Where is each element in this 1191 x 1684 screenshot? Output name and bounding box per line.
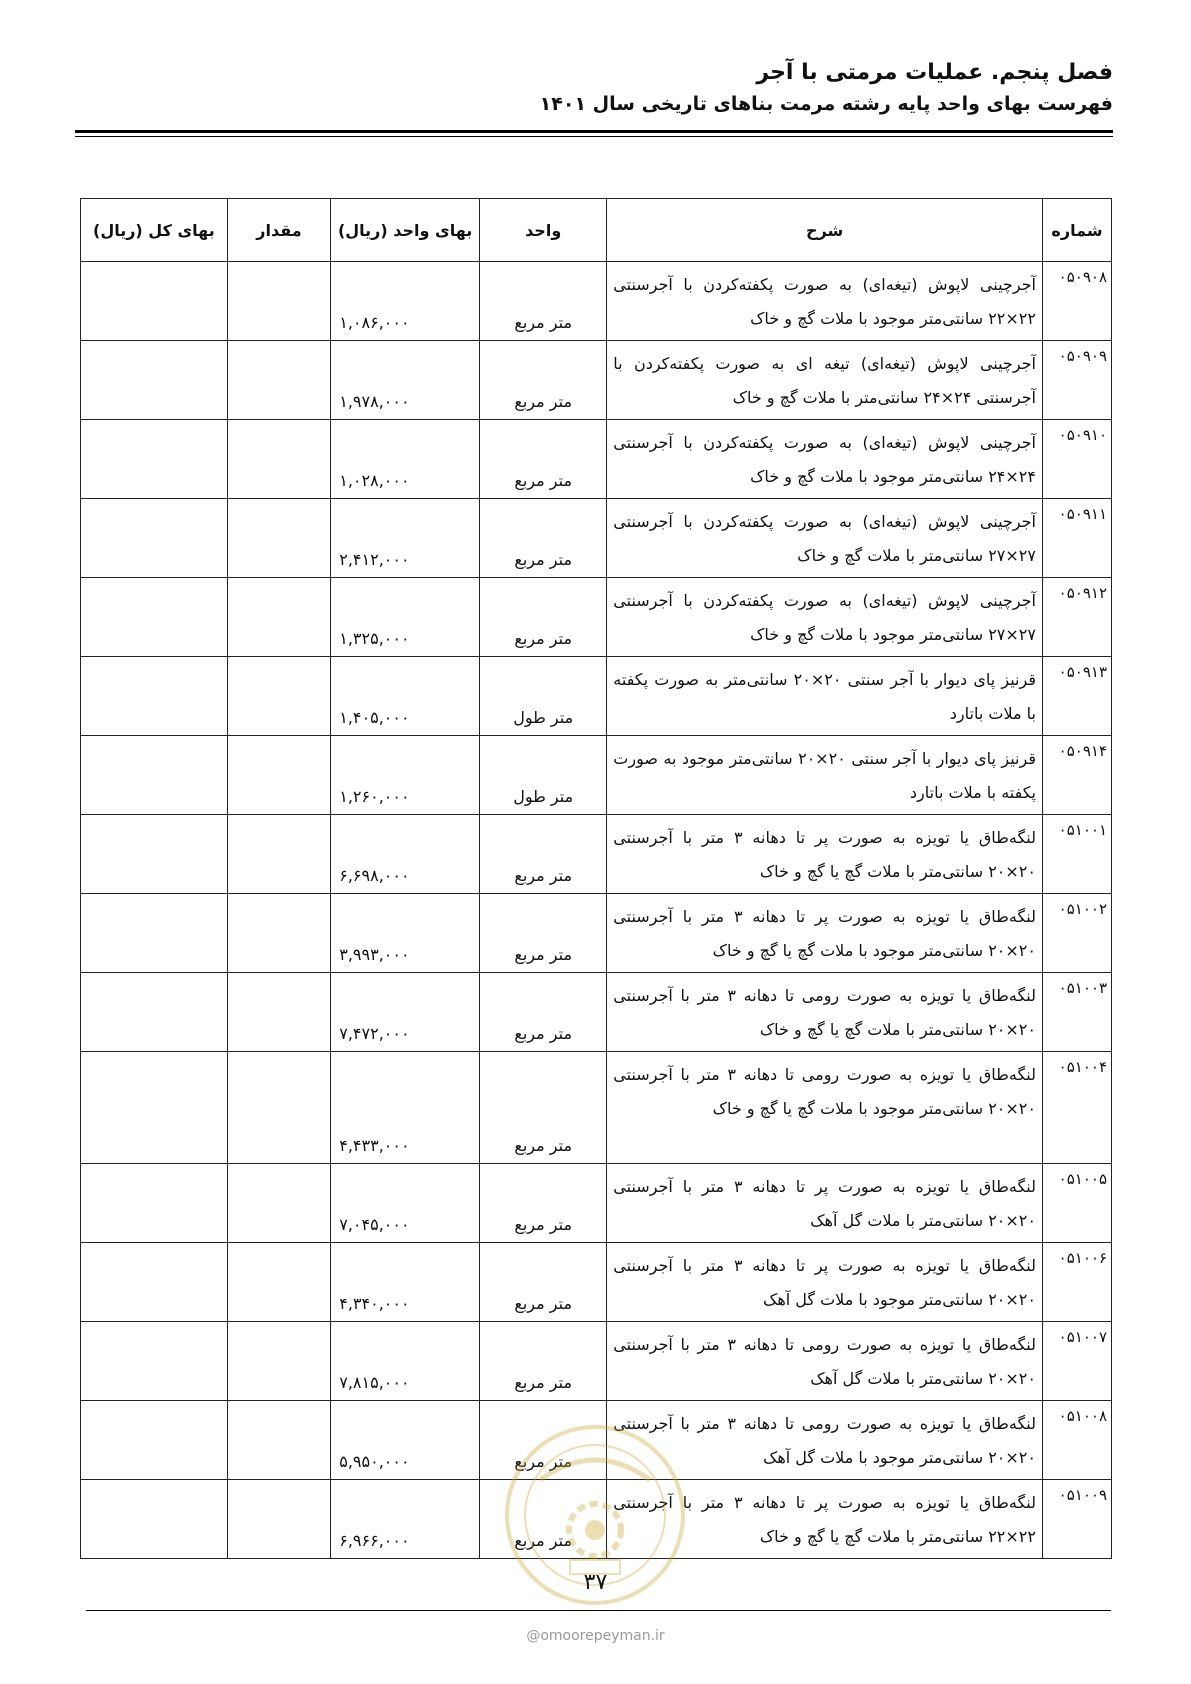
item-code: ۰۵۰۹۱۴ bbox=[1042, 736, 1111, 815]
item-description: لنگه‌طاق یا تویزه به صورت رومی تا دهانه ۳ متر با آجرسنتی ۲۰×۲۰ سانتی‌متر موجود با ملات گچ یا گچ و خاک bbox=[607, 1052, 1043, 1164]
table-row bbox=[81, 420, 1112, 499]
item-description: لنگه‌طاق یا تویزه به صورت رومی تا دهانه ۳ متر با آجرسنتی ۲۰×۲۰ سانتی‌متر با ملات گچ یا گچ و خاک bbox=[607, 973, 1043, 1052]
item-unit-price: ۴,۴۳۳,۰۰۰ bbox=[331, 1052, 480, 1164]
column-header-unit: واحد bbox=[480, 199, 607, 262]
table-row bbox=[81, 657, 1112, 736]
footer-rule bbox=[86, 1610, 1111, 1611]
item-quantity bbox=[227, 736, 331, 815]
table-row bbox=[81, 736, 1112, 815]
item-total bbox=[81, 1322, 228, 1401]
item-description: آجرچینی لاپوش (تیغه‌ای) به صورت پکفته‌کردن با آجرسنتی ۲۷×۲۷ سانتی‌متر موجود با ملات گچ و خاک bbox=[607, 578, 1043, 657]
table-row bbox=[81, 815, 1112, 894]
item-code: ۰۵۰۹۱۲ bbox=[1042, 578, 1111, 657]
item-total bbox=[81, 578, 228, 657]
header-rule-thick bbox=[75, 130, 1113, 133]
item-quantity bbox=[227, 1243, 331, 1322]
item-description: لنگه‌طاق یا تویزه به صورت پر تا دهانه ۳ متر با آجرسنتی ۲۲×۲۲ سانتی‌متر با ملات گچ یا گچ و خاک bbox=[607, 1480, 1043, 1559]
item-total bbox=[81, 894, 228, 973]
item-unit: متر مربع bbox=[480, 262, 607, 341]
item-total bbox=[81, 1401, 228, 1480]
item-unit-price: ۱,۲۶۰,۰۰۰ bbox=[331, 736, 480, 815]
column-header-quantity: مقدار bbox=[227, 199, 331, 262]
item-unit: متر مربع bbox=[480, 420, 607, 499]
item-unit-price: ۱,۰۸۶,۰۰۰ bbox=[331, 262, 480, 341]
item-code: ۰۵۱۰۰۸ bbox=[1042, 1401, 1111, 1480]
item-quantity bbox=[227, 973, 331, 1052]
table-row bbox=[81, 1052, 1112, 1164]
item-code: ۰۵۱۰۰۴ bbox=[1042, 1052, 1111, 1164]
item-unit-price: ۶,۶۹۸,۰۰۰ bbox=[331, 815, 480, 894]
table-row bbox=[81, 578, 1112, 657]
column-header-unit-price: بهای واحد (ریال) bbox=[331, 199, 480, 262]
chapter-title: فصل پنجم. عملیات مرمتی با آجر bbox=[756, 60, 1113, 85]
item-quantity bbox=[227, 1322, 331, 1401]
item-description: لنگه‌طاق یا تویزه به صورت رومی تا دهانه ۳ متر با آجرسنتی ۲۰×۲۰ سانتی‌متر موجود با ملات گل آهک bbox=[607, 1401, 1043, 1480]
table-body bbox=[81, 262, 1112, 1559]
item-code: ۰۵۱۰۰۳ bbox=[1042, 973, 1111, 1052]
item-total bbox=[81, 420, 228, 499]
column-header-total: بهای کل (ریال) bbox=[81, 199, 228, 262]
item-description: آجرچینی لاپوش (تیغه‌ای) به صورت پکفته‌کردن با آجرسنتی ۲۲×۲۲ سانتی‌متر موجود با ملات گچ و خاک bbox=[607, 262, 1043, 341]
item-description: آجرچینی لاپوش (تیغه‌ای) به صورت پکفته‌کردن با آجرسنتی ۲۴×۲۴ سانتی‌متر موجود با ملات گچ و خاک bbox=[607, 420, 1043, 499]
page-header bbox=[75, 58, 1113, 118]
item-unit: متر مربع bbox=[480, 1480, 607, 1559]
table-row bbox=[81, 1164, 1112, 1243]
price-list-table bbox=[80, 198, 1112, 1559]
item-unit-price: ۱,۳۲۵,۰۰۰ bbox=[331, 578, 480, 657]
item-quantity bbox=[227, 262, 331, 341]
item-description: قرنیز پای دیوار با آجر سنتی ۲۰×۲۰ سانتی‌متر به صورت پکفته با ملات باتارد bbox=[607, 657, 1043, 736]
table-header-row bbox=[81, 199, 1112, 262]
item-total bbox=[81, 262, 228, 341]
item-unit-price: ۶,۹۶۶,۰۰۰ bbox=[331, 1480, 480, 1559]
item-description: لنگه‌طاق یا تویزه به صورت پر تا دهانه ۳ متر با آجرسنتی ۲۰×۲۰ سانتی‌متر موجود با ملات گل آهک bbox=[607, 1243, 1043, 1322]
item-code: ۰۵۱۰۰۷ bbox=[1042, 1322, 1111, 1401]
header-rule-thin bbox=[75, 136, 1113, 137]
item-code: ۰۵۱۰۰۶ bbox=[1042, 1243, 1111, 1322]
item-code: ۰۵۰۹۱۱ bbox=[1042, 499, 1111, 578]
column-header-description: شرح bbox=[607, 199, 1043, 262]
item-code: ۰۵۰۹۱۰ bbox=[1042, 420, 1111, 499]
item-unit: متر مربع bbox=[480, 1243, 607, 1322]
item-unit: متر طول bbox=[480, 736, 607, 815]
item-quantity bbox=[227, 1052, 331, 1164]
table-row bbox=[81, 973, 1112, 1052]
item-quantity bbox=[227, 341, 331, 420]
item-unit-price: ۷,۴۷۲,۰۰۰ bbox=[331, 973, 480, 1052]
item-unit-price: ۷,۸۱۵,۰۰۰ bbox=[331, 1322, 480, 1401]
item-quantity bbox=[227, 499, 331, 578]
item-unit: متر مربع bbox=[480, 1164, 607, 1243]
table-row bbox=[81, 1243, 1112, 1322]
document-subtitle: فهرست بهای واحد پایه رشته مرمت بناهای تاریخی سال ۱۴۰۱ bbox=[539, 93, 1113, 115]
item-unit: متر مربع bbox=[480, 499, 607, 578]
item-unit: متر مربع bbox=[480, 1052, 607, 1164]
item-unit-price: ۱,۹۷۸,۰۰۰ bbox=[331, 341, 480, 420]
item-unit-price: ۷,۰۴۵,۰۰۰ bbox=[331, 1164, 480, 1243]
item-description: لنگه‌طاق یا تویزه به صورت پر تا دهانه ۳ متر با آجرسنتی ۲۰×۲۰ سانتی‌متر موجود با ملات گچ یا گچ و خاک bbox=[607, 894, 1043, 973]
item-unit: متر مربع bbox=[480, 1401, 607, 1480]
item-total bbox=[81, 1164, 228, 1243]
item-total bbox=[81, 657, 228, 736]
item-unit: متر مربع bbox=[480, 341, 607, 420]
item-code: ۰۵۰۹۰۹ bbox=[1042, 341, 1111, 420]
item-description: آجرچینی لاپوش (تیغه‌ای) تیغه ای به صورت پکفته‌کردن با آجرسنتی ۲۴×۲۴ سانتی‌متر با ملات گچ و خاک bbox=[607, 341, 1043, 420]
item-total bbox=[81, 1052, 228, 1164]
item-total bbox=[81, 341, 228, 420]
item-quantity bbox=[227, 657, 331, 736]
item-code: ۰۵۱۰۰۲ bbox=[1042, 894, 1111, 973]
item-unit-price: ۱,۰۲۸,۰۰۰ bbox=[331, 420, 480, 499]
item-description: آجرچینی لاپوش (تیغه‌ای) به صورت پکفته‌کردن با آجرسنتی ۲۷×۲۷ سانتی‌متر با ملات گچ و خاک bbox=[607, 499, 1043, 578]
item-total bbox=[81, 815, 228, 894]
item-quantity bbox=[227, 894, 331, 973]
item-unit: متر مربع bbox=[480, 1322, 607, 1401]
item-code: ۰۵۰۹۰۸ bbox=[1042, 262, 1111, 341]
item-quantity bbox=[227, 815, 331, 894]
page-number: ۳۷ bbox=[583, 1570, 608, 1595]
table-row bbox=[81, 341, 1112, 420]
item-description: قرنیز پای دیوار با آجر سنتی ۲۰×۲۰ سانتی‌متر موجود به صورت پکفته با ملات باتارد bbox=[607, 736, 1043, 815]
item-code: ۰۵۱۰۰۱ bbox=[1042, 815, 1111, 894]
item-unit: متر مربع bbox=[480, 894, 607, 973]
item-quantity bbox=[227, 1480, 331, 1559]
item-total bbox=[81, 1243, 228, 1322]
item-code: ۰۵۰۹۱۳ bbox=[1042, 657, 1111, 736]
item-total bbox=[81, 736, 228, 815]
item-unit-price: ۴,۳۴۰,۰۰۰ bbox=[331, 1243, 480, 1322]
item-quantity bbox=[227, 420, 331, 499]
item-unit: متر مربع bbox=[480, 578, 607, 657]
website-footer: @omoorepeyman.ir bbox=[526, 1628, 665, 1644]
item-unit-price: ۳,۹۹۳,۰۰۰ bbox=[331, 894, 480, 973]
item-total bbox=[81, 499, 228, 578]
item-unit-price: ۵,۹۵۰,۰۰۰ bbox=[331, 1401, 480, 1480]
table-row bbox=[81, 1322, 1112, 1401]
item-description: لنگه‌طاق یا تویزه به صورت پر تا دهانه ۳ متر با آجرسنتی ۲۰×۲۰ سانتی‌متر با ملات گل آهک bbox=[607, 1164, 1043, 1243]
item-unit: متر طول bbox=[480, 657, 607, 736]
item-unit: متر مربع bbox=[480, 815, 607, 894]
item-unit-price: ۱,۴۰۵,۰۰۰ bbox=[331, 657, 480, 736]
column-header-code: شماره bbox=[1042, 199, 1111, 262]
item-quantity bbox=[227, 1164, 331, 1243]
table-row bbox=[81, 262, 1112, 341]
item-total bbox=[81, 1480, 228, 1559]
item-description: لنگه‌طاق یا تویزه به صورت رومی تا دهانه ۳ متر با آجرسنتی ۲۰×۲۰ سانتی‌متر با ملات گل آهک bbox=[607, 1322, 1043, 1401]
item-unit: متر مربع bbox=[480, 973, 607, 1052]
table-row bbox=[81, 894, 1112, 973]
table-row bbox=[81, 499, 1112, 578]
item-quantity bbox=[227, 1401, 331, 1480]
item-quantity bbox=[227, 578, 331, 657]
item-code: ۰۵۱۰۰۹ bbox=[1042, 1480, 1111, 1559]
item-unit-price: ۲,۴۱۲,۰۰۰ bbox=[331, 499, 480, 578]
item-total bbox=[81, 973, 228, 1052]
item-description: لنگه‌طاق یا تویزه به صورت پر تا دهانه ۳ متر با آجرسنتی ۲۰×۲۰ سانتی‌متر با ملات گچ یا گچ و خاک bbox=[607, 815, 1043, 894]
item-code: ۰۵۱۰۰۵ bbox=[1042, 1164, 1111, 1243]
